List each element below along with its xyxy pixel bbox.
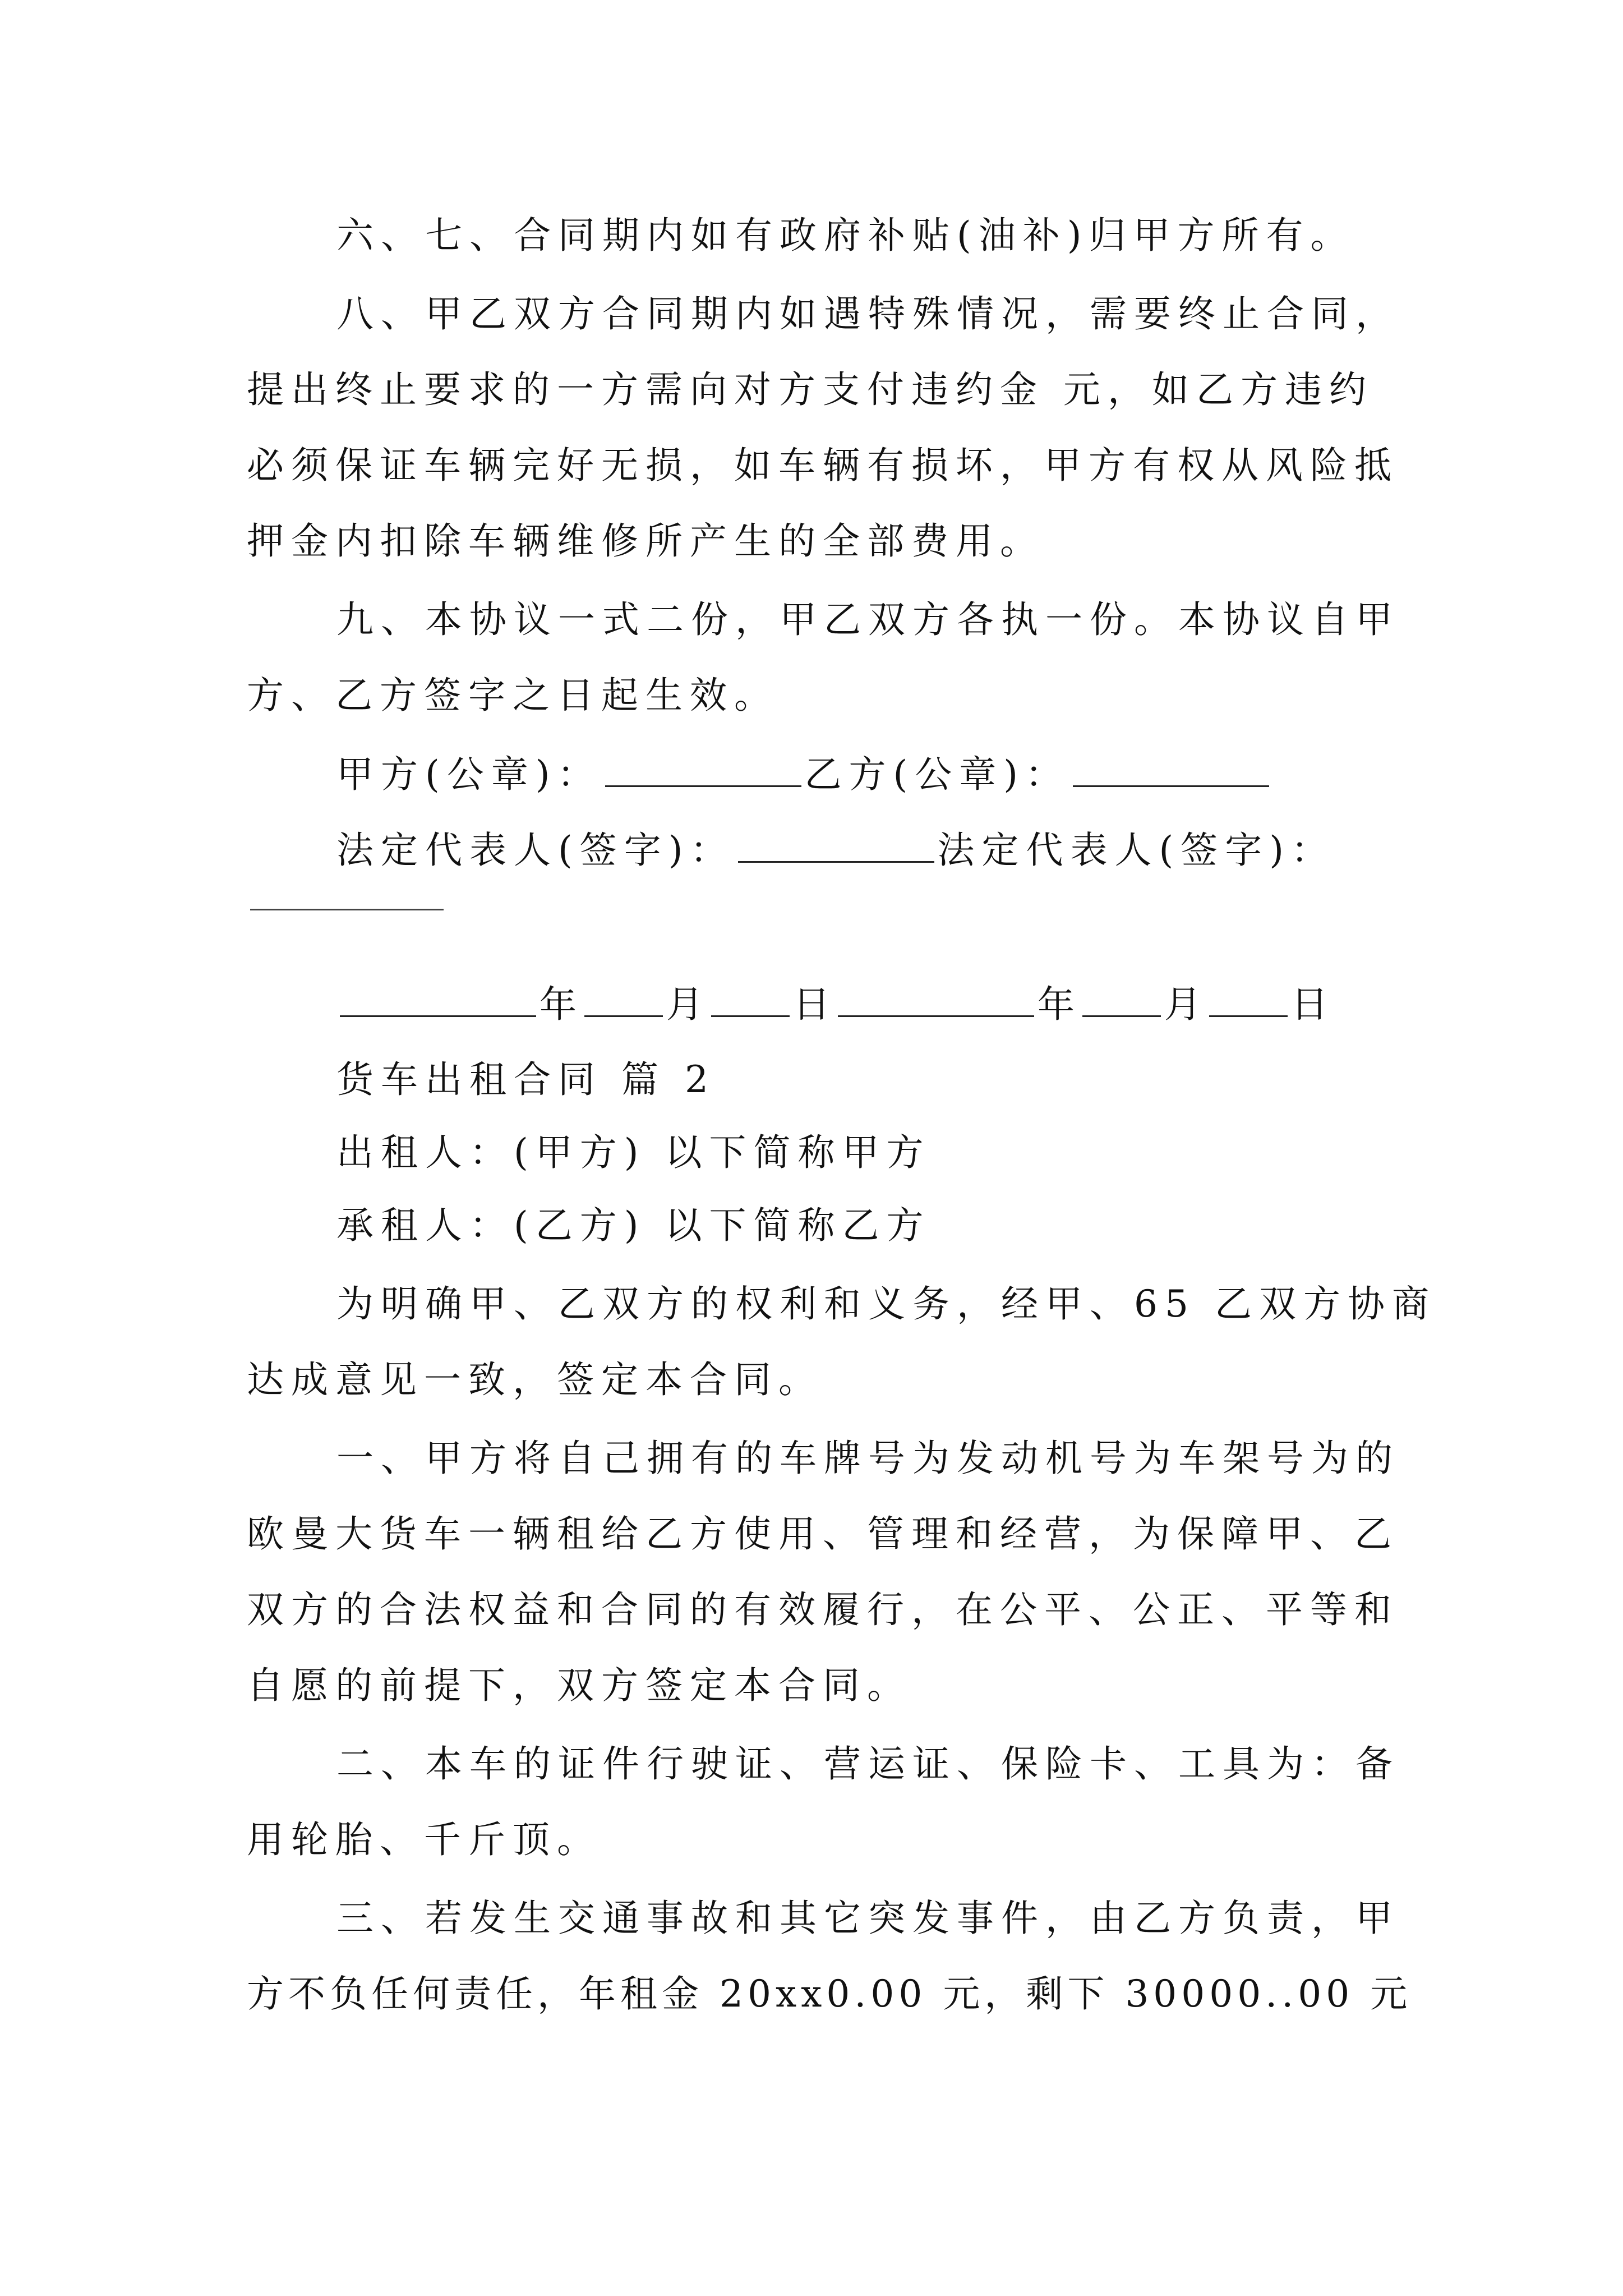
party-a-seal-blank <box>605 752 801 787</box>
date-a-month-label: 月 <box>666 983 708 1026</box>
clause-2-line-2: 用轮胎、千斤顶。 <box>247 1818 601 1861</box>
date-a-year-label: 年 <box>540 983 581 1026</box>
date-b-month-label: 月 <box>1164 983 1206 1026</box>
intro-line-1: 为明确甲、乙双方的权利和义务，经甲、65 乙双方协商 <box>336 1282 1436 1326</box>
date-a-year-blank <box>340 982 536 1017</box>
paragraph-9-line-1: 九、本协议一式二份，甲乙双方各执一份。本协议自甲 <box>336 598 1400 641</box>
legal-rep-b-label: 法定代表人(签字)： <box>937 829 1335 872</box>
date-b-month-blank <box>1082 982 1161 1017</box>
date-a-month-blank <box>584 982 663 1017</box>
clause-1-line-4: 自愿的前提下，双方签定本合同。 <box>247 1664 911 1707</box>
paragraph-8-line-1: 八、甲乙双方合同期内如遇特殊情况，需要终止合同， <box>336 292 1400 335</box>
seal-line <box>336 752 1272 797</box>
legal-rep-b-blank <box>250 909 444 910</box>
legal-rep-a-label: 法定代表人(签字)： <box>336 829 735 872</box>
clause-1-line-3: 双方的合法权益和合同的有效履行，在公平、公正、平等和 <box>247 1588 1399 1631</box>
date-a-day-label: 日 <box>793 983 834 1026</box>
lessee-line: 承租人：(乙方) 以下简称乙方 <box>336 1204 931 1247</box>
date-a-day-blank <box>711 982 790 1017</box>
paragraph-8-line-2: 提出终止要求的一方需向对方支付违约金 元，如乙方违约 <box>247 368 1373 411</box>
party-a-seal-label: 甲方(公章)： <box>336 753 602 796</box>
paragraph-8-line-4: 押金内扣除车辆维修所产生的全部费用。 <box>247 519 1044 563</box>
party-b-seal-blank <box>1073 752 1269 787</box>
legal-rep-line <box>336 827 1335 873</box>
clause-2-line-1: 二、本车的证件行驶证、营运证、保险卡、工具为：备 <box>336 1742 1400 1786</box>
date-line <box>336 982 1332 1027</box>
contract-2-title: 货车出租合同 篇 2 <box>336 1058 716 1101</box>
intro-line-2: 达成意见一致，签定本合同。 <box>247 1358 823 1401</box>
clause-1-line-2: 欧曼大货车一辆租给乙方使用、管理和经营，为保障甲、乙 <box>247 1512 1399 1556</box>
paragraph-6-7: 六、七、合同期内如有政府补贴(油补)归甲方所有。 <box>336 214 1355 257</box>
clause-1-line-1: 一、甲方将自己拥有的车牌号为发动机号为车架号为的 <box>336 1437 1400 1480</box>
date-b-year-label: 年 <box>1038 983 1079 1026</box>
lessor-line: 出租人：(甲方) 以下简称甲方 <box>336 1131 931 1174</box>
paragraph-9-line-2: 方、乙方签字之日起生效。 <box>247 674 778 717</box>
legal-rep-a-blank <box>738 827 934 863</box>
date-b-day-blank <box>1209 982 1288 1017</box>
party-b-seal-label: 乙方(公章)： <box>804 753 1069 796</box>
clause-3-line-1: 三、若发生交通事故和其它突发事件，由乙方负责，甲 <box>336 1897 1400 1940</box>
date-b-day-label: 日 <box>1291 983 1332 1026</box>
clause-3-line-2: 方不负任何责任，年租金 20xx0.00 元，剩下 30000..00 元 <box>247 1972 1412 2016</box>
date-b-year-blank <box>838 982 1034 1017</box>
paragraph-8-line-3: 必须保证车辆完好无损，如车辆有损坏，甲方有权从风险抵 <box>247 444 1399 487</box>
